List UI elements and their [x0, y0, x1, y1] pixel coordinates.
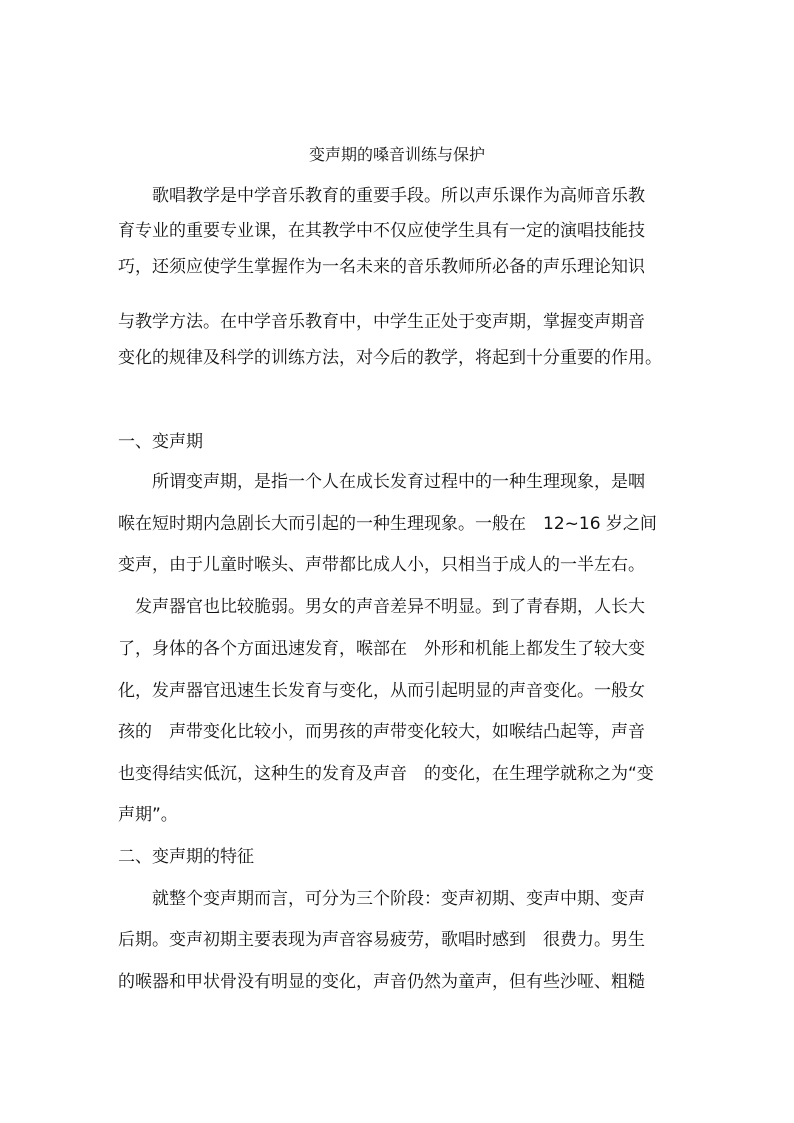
paragraph-2-line: 发声器官也比较脆弱。男女的声音差异不明显。到了青春期，人长大	[118, 597, 645, 617]
paragraph-1-line: 巧，还须应使学生掌握作为一名未来的音乐教师所必备的声乐理论知识	[118, 257, 645, 277]
paragraph-3-line: 后期。变声初期主要表现为声音容易疲劳，歌唱时感到 很费力。男生	[118, 930, 645, 950]
paragraph-2-line: 也变得结实低沉，这种生的发育及声音 的变化，在生理学就称之为“变	[118, 764, 654, 784]
paragraph-2-line: 了，身体的各个方面迅速发育，喉部在 外形和机能上都发生了较大变	[118, 639, 645, 659]
paragraph-2-line: 孩的 声带变化比较小，而男孩的声带变化较大，如喉结凸起等，声音	[118, 722, 645, 742]
paragraph-2-line: 声期”。	[118, 805, 178, 825]
paragraph-2-line: 变声，由于儿童时喉头、声带都比成人小，只相当于成人的一半左右。	[118, 555, 645, 575]
paragraph-1-line: 变化的规律及科学的训练方法，对今后的教学，将起到十分重要的作用。	[118, 348, 662, 368]
section-2-heading: 二、变声期的特征	[118, 847, 254, 867]
paragraph-1-line: 与教学方法。在中学音乐教育中，中学生正处于变声期，掌握变声期音	[118, 312, 645, 332]
paragraph-2-line: 化，发声器官迅速生长发育与变化，从而引起明显的声音变化。一般女	[118, 681, 645, 701]
paragraph-2-line: 所谓变声期，是指一个人在成长发育过程中的一种生理现象，是咽	[118, 472, 645, 492]
document-title: 变声期的嗓音训练与保护	[308, 145, 485, 164]
paragraph-3-line: 的喉器和甲状骨没有明显的变化，声音仍然为童声，但有些沙哑、粗糙	[118, 972, 645, 992]
paragraph-3-line: 就整个变声期而言，可分为三个阶段：变声初期、变声中期、变声	[118, 889, 645, 909]
paragraph-2-line: 喉在短时期内急剧长大而引起的一种生理现象。一般在 12~16 岁之间	[118, 514, 657, 534]
section-1-heading: 一、变声期	[118, 432, 203, 452]
paragraph-1-line: 育专业的重要专业课，在其教学中不仅应使学生具有一定的演唱技能技	[118, 221, 645, 241]
paragraph-1-line: 歌唱教学是中学音乐教育的重要手段。所以声乐课作为高师音乐教	[118, 186, 645, 206]
